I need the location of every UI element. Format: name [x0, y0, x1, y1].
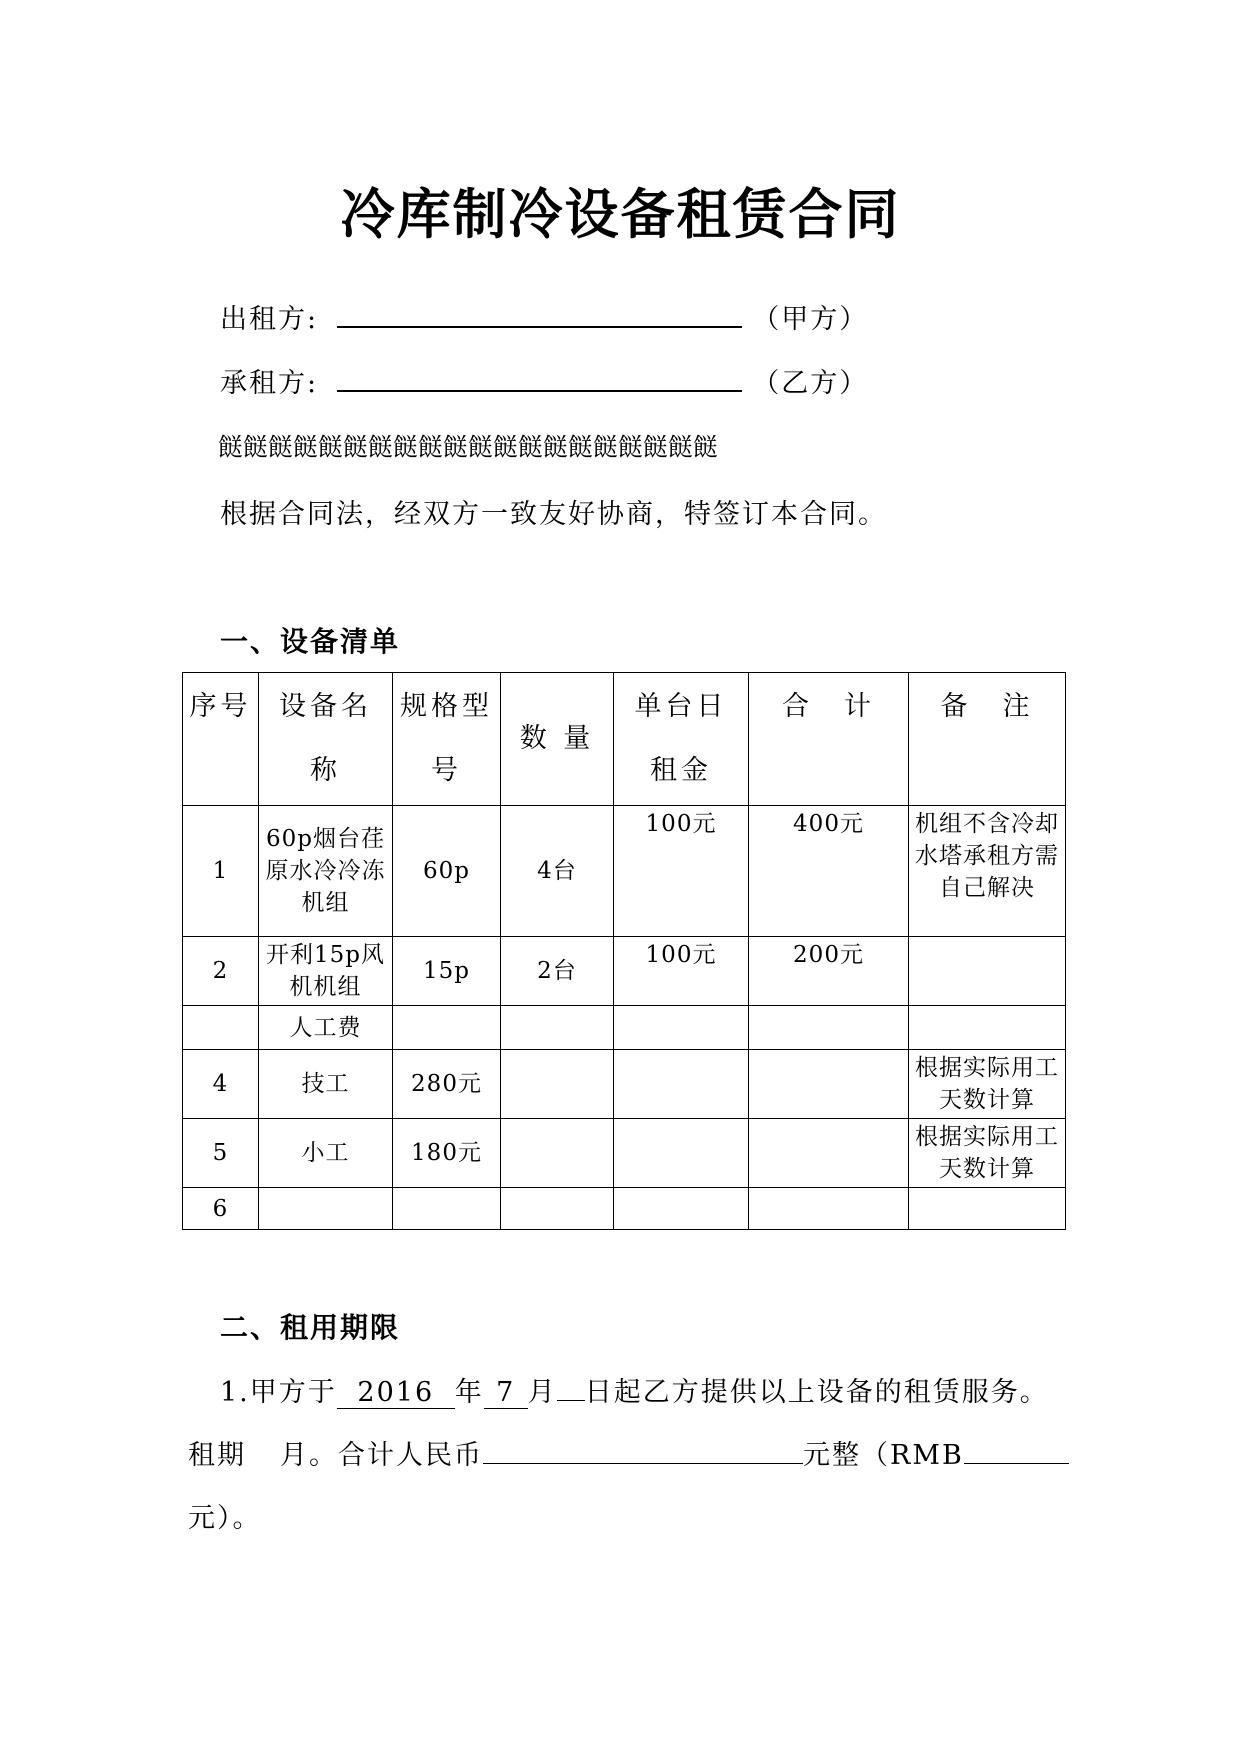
cell-total [749, 1006, 909, 1050]
amount-rmb-field[interactable] [964, 1435, 1069, 1464]
cell-no: 5 [183, 1119, 259, 1188]
clause1-line1 [220, 1370, 1049, 1409]
table-row [183, 1188, 1066, 1230]
col-header-no: 序号 [183, 673, 259, 806]
cell-total [749, 1119, 909, 1188]
cell-note: 根据实际用工天数计算 [909, 1050, 1066, 1119]
col-header-total: 合 计 [749, 673, 909, 806]
table-row [183, 1006, 1066, 1050]
cell-qty: 2台 [501, 937, 614, 1006]
clause1-prefix: 1.甲方于 [220, 1377, 337, 1408]
cell-daily-rent [614, 1006, 749, 1050]
amount-unit: 元整（RMB [803, 1440, 964, 1471]
lessor-blank[interactable] [337, 296, 742, 328]
cell-total [749, 1050, 909, 1119]
cell-name: 60p烟台荏原水冷冷冻机组 [259, 806, 393, 937]
cell-note [909, 1188, 1066, 1230]
contract-title: 冷库制冷设备租赁合同 [340, 183, 901, 246]
clause1-line2 [188, 1433, 1069, 1472]
start-year-field[interactable]: 2016 [337, 1377, 455, 1409]
col-header-daily-rent: 单台日租金 [614, 673, 749, 806]
cell-spec: 280元 [393, 1050, 501, 1119]
cell-daily-rent: 100元 [614, 806, 749, 937]
cell-name: 人工费 [259, 1006, 393, 1050]
cell-no: 6 [183, 1188, 259, 1230]
cell-spec [393, 1188, 501, 1230]
term-unit: 月。合计人民币 [280, 1440, 483, 1471]
cell-name: 开利15p风机机组 [259, 937, 393, 1006]
col-header-name: 设备名称 [259, 673, 393, 806]
cell-total: 200元 [749, 937, 909, 1006]
day-unit: 日起乙方提供以上设备的租赁服务。 [584, 1377, 1049, 1408]
lessor-suffix: （甲方） [752, 304, 869, 335]
cell-note: 机组不含冷却水塔承租方需自己解决 [909, 806, 1066, 937]
year-unit: 年 [454, 1377, 484, 1408]
start-day-field[interactable] [557, 1372, 585, 1401]
cell-daily-rent: 100元 [614, 937, 749, 1006]
clause1-line3: 元）。 [188, 1503, 262, 1534]
cell-no [183, 1006, 259, 1050]
cell-name: 技工 [259, 1050, 393, 1119]
lessor-label: 出租方: [220, 304, 319, 335]
cell-name [259, 1188, 393, 1230]
cell-note [909, 1006, 1066, 1050]
cell-spec [393, 1006, 501, 1050]
cell-qty [501, 1050, 614, 1119]
table-row [183, 1050, 1066, 1119]
cell-spec: 15p [393, 937, 501, 1006]
cell-spec: 60p [393, 806, 501, 937]
table-row [183, 937, 1066, 1006]
cell-daily-rent [614, 1050, 749, 1119]
cell-no: 4 [183, 1050, 259, 1119]
lessee-suffix: （乙方） [752, 368, 869, 399]
lessee-line [220, 360, 868, 400]
cell-spec: 180元 [393, 1119, 501, 1188]
cell-qty: 4台 [501, 806, 614, 937]
cell-note: 根据实际用工天数计算 [909, 1119, 1066, 1188]
cell-total [749, 1188, 909, 1230]
section2-heading: 二、租用期限 [220, 1311, 401, 1344]
intro-paragraph: 根据合同法，经双方一致友好协商，特签订本合同。 [220, 499, 887, 530]
cell-qty [501, 1006, 614, 1050]
section1-heading: 一、设备清单 [220, 625, 401, 658]
lessor-line [220, 296, 868, 336]
col-header-spec: 规格型号 [393, 673, 501, 806]
table-header-row [183, 673, 1066, 806]
cell-daily-rent [614, 1188, 749, 1230]
cell-note [909, 937, 1066, 1006]
equipment-table [182, 672, 1066, 1230]
cell-no: 1 [183, 806, 259, 937]
amount-field[interactable] [483, 1435, 803, 1464]
table-row [183, 1119, 1066, 1188]
table-row [183, 806, 1066, 937]
start-month-field[interactable]: 7 [484, 1377, 528, 1409]
lessee-blank[interactable] [337, 360, 742, 392]
cell-qty [501, 1188, 614, 1230]
cell-total: 400元 [749, 806, 909, 937]
cell-daily-rent [614, 1119, 749, 1188]
cell-no: 2 [183, 937, 259, 1006]
garbled-text: 餸餸餸餸餸餸餸餸餸餸餸餸餸餸餸餸餸餸餸餸 [218, 433, 719, 462]
lessee-label: 承租方: [220, 368, 319, 399]
cell-qty [501, 1119, 614, 1188]
term-label: 租期 [188, 1440, 246, 1471]
col-header-qty: 数 量 [501, 673, 614, 806]
month-unit: 月 [527, 1377, 557, 1408]
col-header-note: 备 注 [909, 673, 1066, 806]
cell-name: 小工 [259, 1119, 393, 1188]
